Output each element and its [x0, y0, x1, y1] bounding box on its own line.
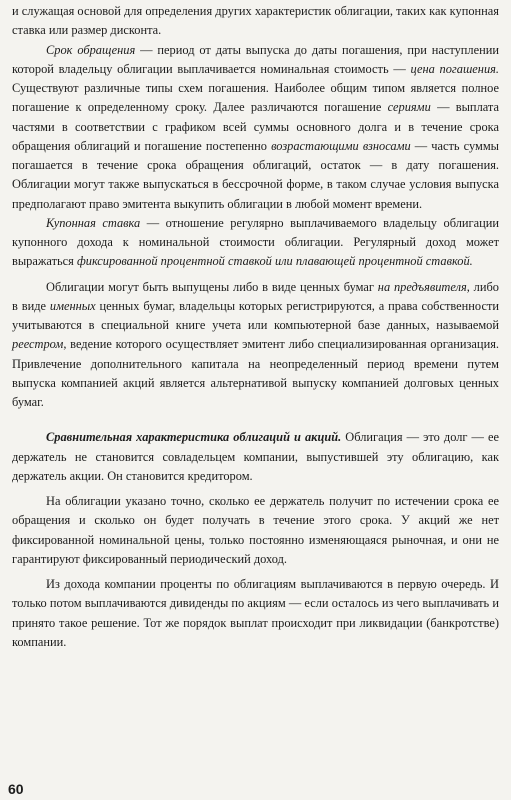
- italic-term: на предъявителя: [377, 279, 467, 294]
- paragraph-coupon-rate: [12, 214, 499, 272]
- text-run: На облигации указано точно, сколько ее держатель получит по истечении срока ее обращения и сколько он будет получать в течение этого срока. У акций же нет фиксированной номинальной цены, только постоянно изменяющаяся рыночная, и они не гарантируют фиксированный периодический доход.: [12, 494, 499, 566]
- italic-term: именных: [49, 298, 96, 313]
- text-run: Существуют различные типы схем погашения. Наиболее общим типом является полное погашение к определенному сроку. Далее различаются погашение: [12, 81, 499, 115]
- italic-term: цена погашения.: [410, 61, 499, 76]
- text-run: — период от даты выпуска до даты погашения, при наступлении которой владельцу облигации выплачивается номинальная стоимость —: [12, 42, 499, 76]
- text-run: ценных бумаг, владельцы которых регистрируются, а права собственности учитываются в специальной книге учета или компьютерной базе данных, называемой: [12, 298, 499, 332]
- page-number: 60: [8, 781, 24, 797]
- text-run: и служащая основой для определения других характеристик облигации, таких как купонная ставка или размер дисконта.: [12, 4, 499, 38]
- paragraph-bond-forms: [12, 278, 499, 413]
- paragraph-payment-order: [12, 575, 499, 652]
- italic-term: Срок обращения: [46, 42, 136, 57]
- paragraph-fixed-value: [12, 492, 499, 569]
- text-run: Облигации могут быть выпущены либо в виде ценных бумаг: [46, 279, 378, 294]
- text-run: Облигация — это долг — ее держатель не становится совладельцем компании, выпустившей эту облигацию, как держатель акции. Он становится кредитором.: [12, 430, 499, 483]
- text-run: — выплата частями в соответствии с графиком всей суммы основного долга и в течение срока обращения облигаций и погашение постепенно: [12, 100, 499, 153]
- italic-term: возрастающими взносами: [271, 138, 411, 153]
- text-run: — отношение регулярно выплачиваемого владельцу облигации купонного дохода к номинальной стоимости облигации. Регулярный доход может выражаться: [12, 215, 499, 269]
- italic-term: реестром: [12, 337, 64, 352]
- section-heading: Сравнительная характеристика облигаций и акций.: [46, 430, 342, 445]
- paragraph-maturity-term: [12, 41, 499, 214]
- text-run: — часть суммы погашается в течение срока обращения облигаций, остаток — в дату погашения. Облигации могут также выпускаться в бессрочной форме, в таком случае условия выпуска предполагают право эмитента выкупить облигации в любой момент времени.: [12, 138, 499, 211]
- paragraph-continuation: [12, 2, 499, 41]
- italic-term: Купонная ставка: [46, 215, 141, 230]
- text-run: , ведение которого осуществляет эмитент либо специализированная организация. Привлечение дополнительного капитала на неопределенный период времени путем выпуска компанией акций является альтернативой выпуску компанией долговых ценных бумаг.: [12, 337, 499, 409]
- text-run: , либо в виде: [12, 279, 499, 313]
- italic-term: сериями: [387, 100, 431, 115]
- italic-term: фиксированной процентной ставкой или плавающей процентной ставкой.: [76, 254, 473, 269]
- paragraph-bonds-vs-stocks: [12, 428, 499, 486]
- text-run: Из дохода компании проценты по облигациям выплачиваются в первую очередь. И только потом выплачиваются дивиденды по акциям — если осталось из чего выплачивать и принято такое решение. Тот же порядок выплат происходит при ликвидации (банкротстве) компании.: [12, 577, 499, 649]
